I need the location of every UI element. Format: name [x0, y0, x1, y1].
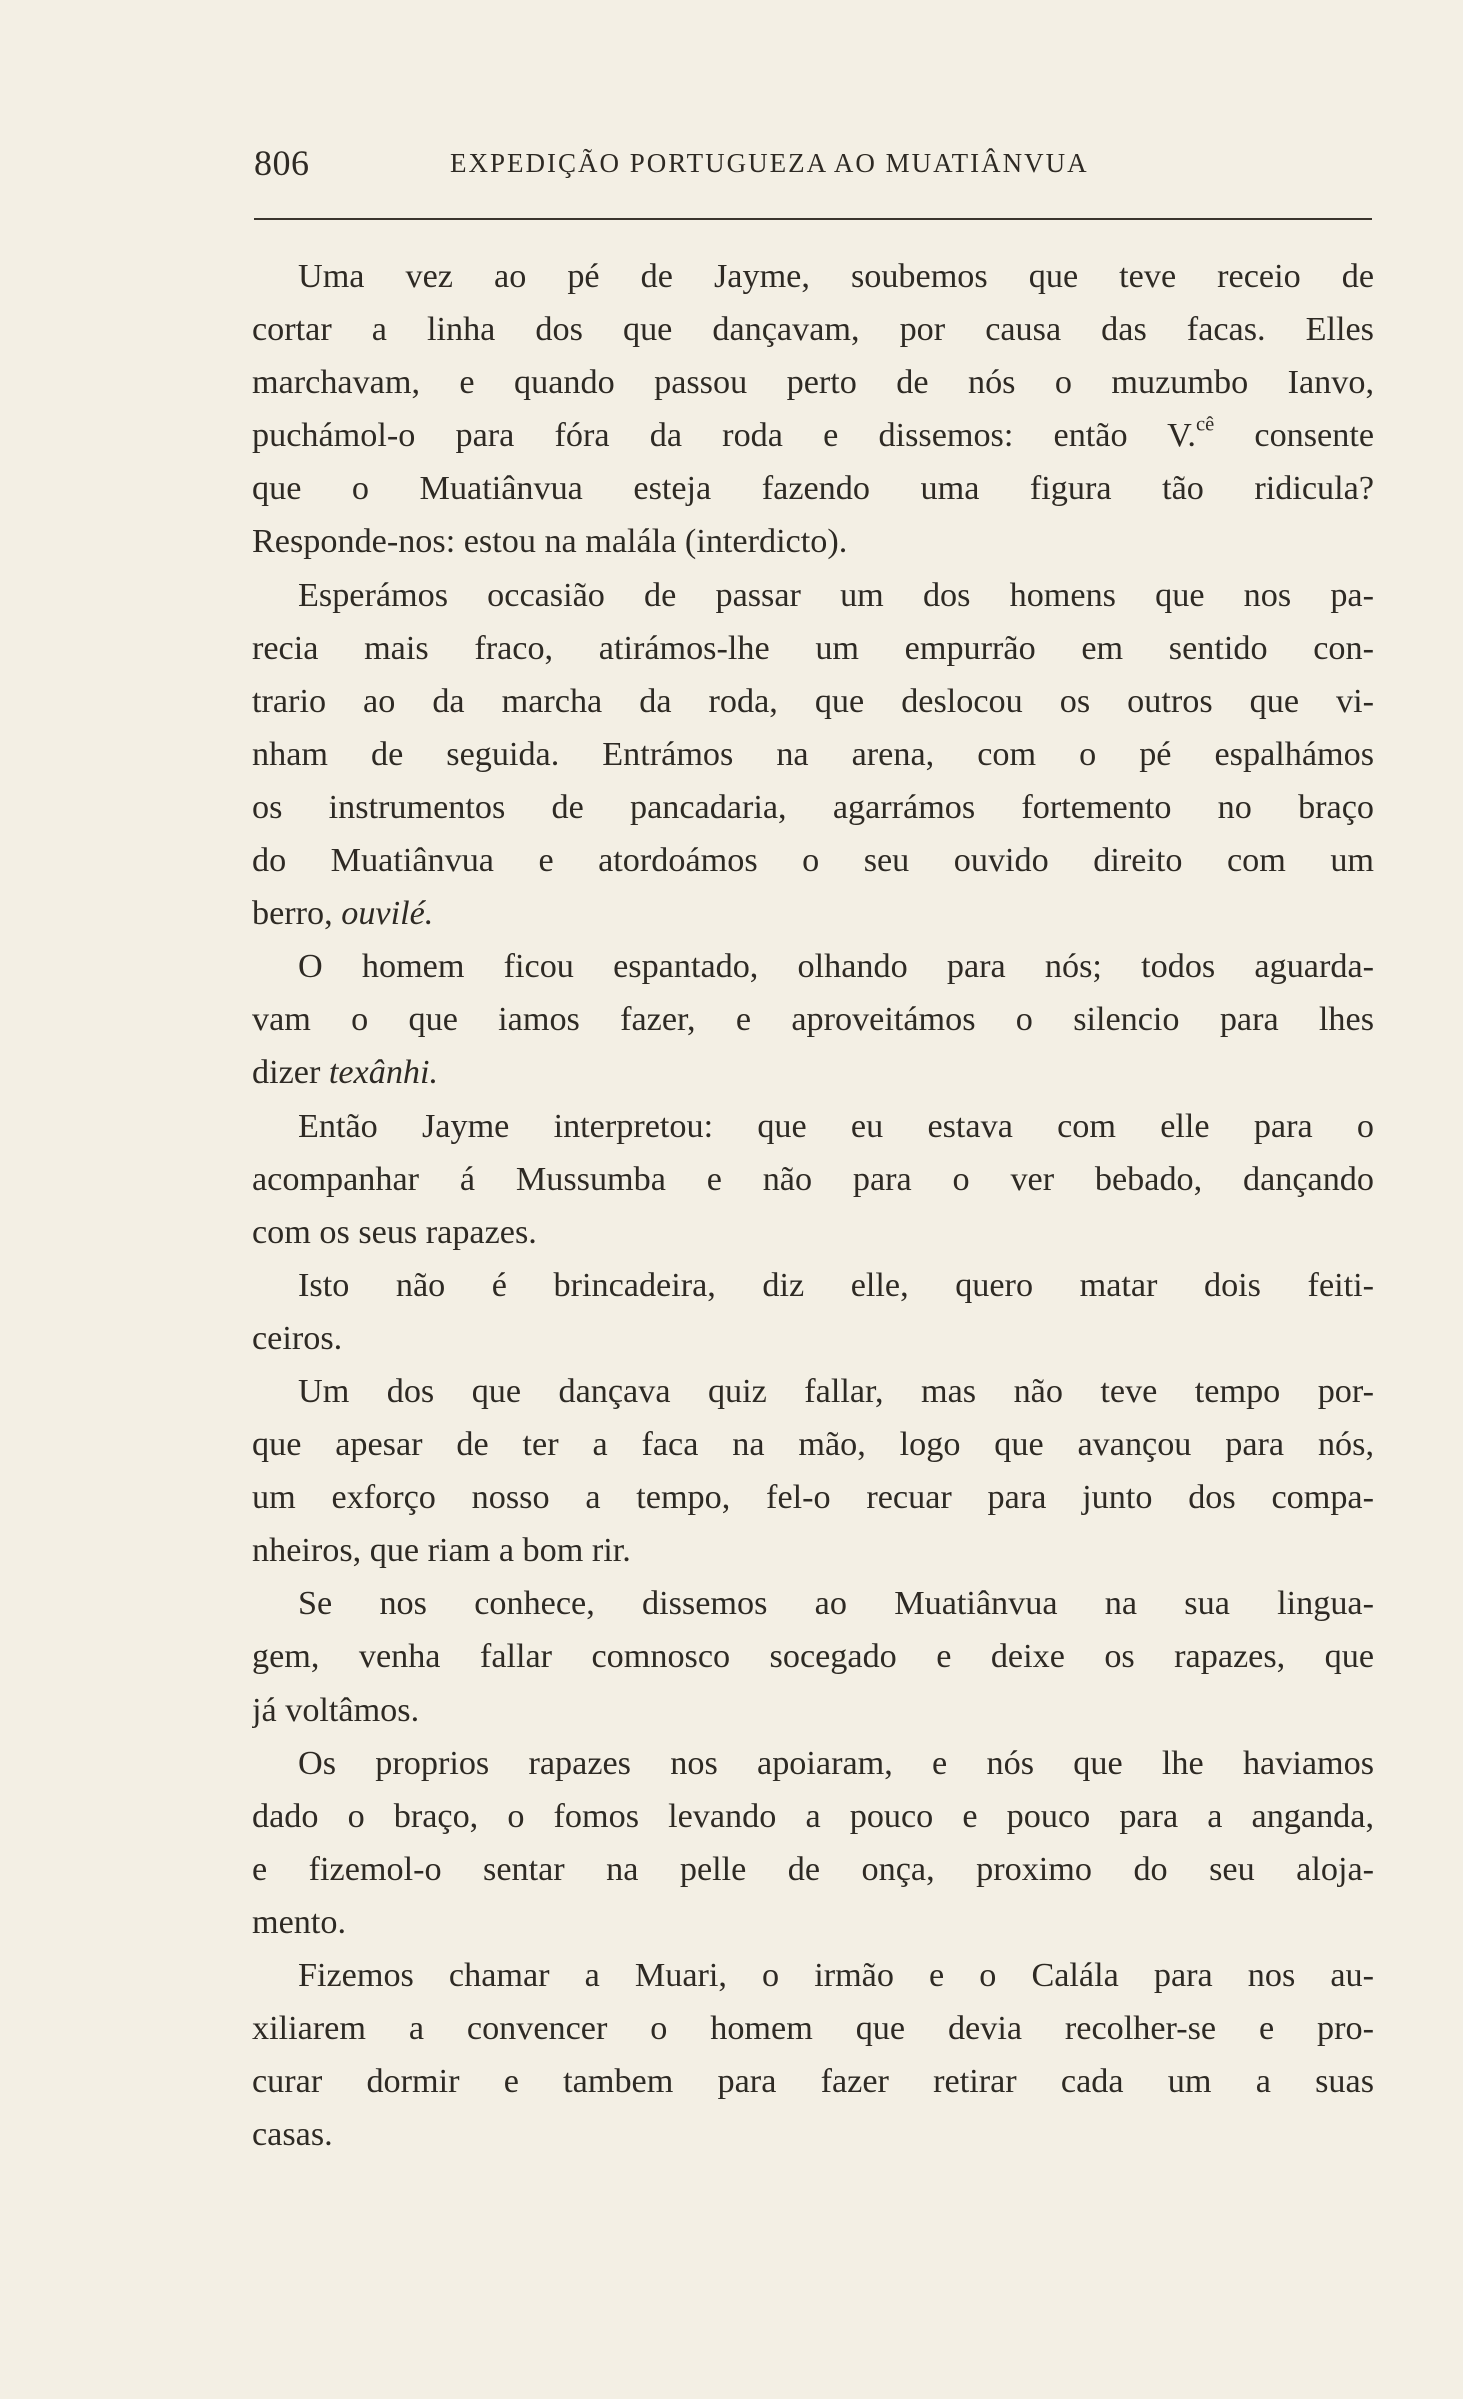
text-line	[252, 409, 1374, 462]
text-line: Os proprios rapazes nos apoiaram, e nós que lhe haviamos	[298, 1744, 1374, 1782]
text-line: Um dos que dançava quiz fallar, mas não teve tempo por-	[298, 1372, 1374, 1410]
text-line: nheiros, que riam a bom rir.	[252, 1532, 631, 1570]
paragraph	[252, 250, 1374, 569]
superscript: cê	[1195, 413, 1215, 436]
text-line: dado o braço, o fomos levando a pouco e pouco para a anganda,	[252, 1797, 1374, 1835]
text-line: ceiros.	[252, 1319, 343, 1357]
body-text	[252, 250, 1374, 2161]
paragraph	[252, 1100, 1374, 1259]
paragraph	[252, 569, 1374, 941]
text-line: um exforço nosso a tempo, fel-o recuar para junto dos compa-	[252, 1479, 1374, 1517]
italic-word: ouvilé.	[341, 895, 434, 933]
page-number: 806	[254, 143, 310, 183]
text-line: Responde-nos: estou na malála (interdicto).	[252, 523, 848, 561]
text-line: cortar a linha dos que dançavam, por causa das facas. Elles	[252, 311, 1374, 349]
text-line: Uma vez ao pé de Jayme, soubemos que teve receio de	[298, 258, 1374, 295]
text-line: gem, venha fallar comnosco socegado e deixe os rapazes, que	[252, 1638, 1374, 1676]
text-segment: puchámol-o para fóra da roda e dissemos: então V.	[252, 417, 1196, 455]
text-line: do Muatiânvua e atordoámos o seu ouvido direito com um	[252, 842, 1374, 880]
header-rule	[254, 218, 1372, 220]
paragraph	[252, 1949, 1374, 2161]
text-line: marchavam, e quando passou perto de nós o muzumbo Ianvo,	[252, 364, 1374, 402]
text-line: vam o que iamos fazer, e aproveitámos o silencio para lhes	[252, 1001, 1374, 1039]
paragraph	[252, 940, 1374, 1099]
page-header	[254, 142, 1372, 192]
text-line: acompanhar á Mussumba e não para o ver bebado, dançando	[252, 1160, 1374, 1198]
text-line: com os seus rapazes.	[252, 1213, 537, 1251]
paragraph	[252, 1365, 1374, 1577]
text-line: já voltâmos.	[252, 1691, 420, 1729]
italic-word: texânhi.	[328, 1054, 439, 1092]
text-line: mento.	[252, 1903, 346, 1941]
text-line: os instrumentos de pancadaria, agarrámos fortemento no braço	[252, 788, 1374, 826]
text-line	[252, 1046, 1374, 1099]
text-line: trario ao da marcha da roda, que deslocou os outros que vi-	[252, 682, 1374, 720]
text-line: Esperámos occasião de passar um dos homens que nos pa-	[298, 576, 1374, 614]
text-line: que apesar de ter a faca na mão, logo que avançou para nós,	[252, 1426, 1374, 1464]
paragraph	[252, 1259, 1374, 1365]
text-line: curar dormir e tambem para fazer retirar cada um a suas	[252, 2063, 1374, 2101]
text-line: xiliarem a convencer o homem que devia recolher-se e pro-	[252, 2010, 1374, 2048]
paragraph	[252, 1577, 1374, 1736]
text-segment: dizer	[252, 1054, 329, 1092]
text-line: que o Muatiânvua esteja fazendo uma figura tão ridicula?	[252, 470, 1374, 508]
text-segment: consente	[1214, 417, 1374, 455]
text-segment: berro,	[252, 895, 342, 933]
text-line: Se nos conhece, dissemos ao Muatiânvua na sua lingua-	[298, 1585, 1374, 1623]
text-line: casas.	[252, 2116, 333, 2154]
text-line: Então Jayme interpretou: que eu estava com elle para o	[298, 1107, 1374, 1145]
text-line: nham de seguida. Entrámos na arena, com o pé espalhámos	[252, 735, 1374, 773]
text-line: Fizemos chamar a Muari, o irmão e o Calála para nos au-	[298, 1957, 1374, 1994]
paragraph	[252, 1737, 1374, 1949]
text-line: e fizemol-o sentar na pelle de onça, proximo do seu aloja-	[252, 1850, 1374, 1888]
text-line: O homem ficou espantado, olhando para nós; todos aguarda-	[298, 948, 1374, 986]
text-line: recia mais fraco, atirámos-lhe um empurrão em sentido con-	[252, 629, 1374, 667]
text-line: Isto não é brincadeira, diz elle, quero matar dois feiti-	[298, 1266, 1374, 1304]
text-line	[252, 887, 1374, 940]
running-title: EXPEDIÇÃO PORTUGUEZA AO MUATIÂNVUA	[450, 148, 1089, 178]
